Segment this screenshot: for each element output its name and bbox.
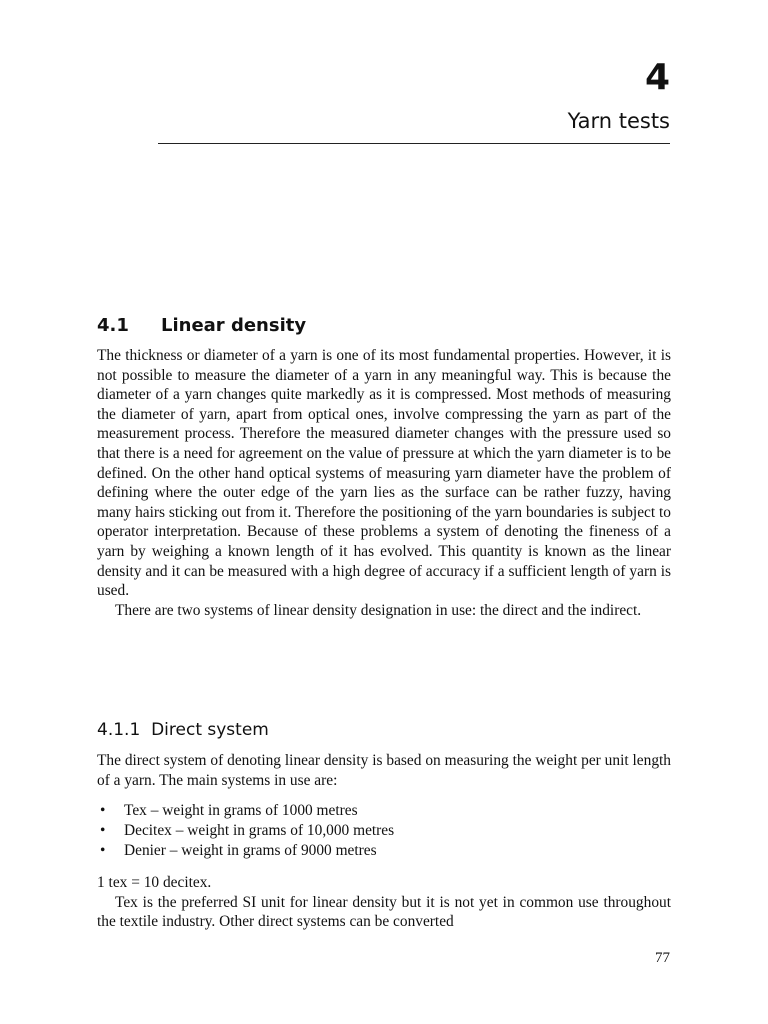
bullet-icon: • [100, 822, 106, 839]
section-title: Linear density [161, 315, 307, 336]
subsection-intro-block [97, 751, 671, 790]
page-number: 77 [655, 950, 670, 966]
paragraph-tex-note: Tex is the preferred SI unit for linear density but it is not yet in common use throughout the textile industry. Other direct systems can be converted [97, 893, 671, 931]
list-item: • Decitex – weight in grams of 10,000 metres [100, 822, 395, 839]
section-body [97, 346, 671, 620]
list-item: • Tex – weight in grams of 1000 metres [100, 802, 358, 819]
subsection-number: 4.1.1 [97, 720, 141, 740]
unit-list [97, 801, 671, 861]
section-number: 4.1 [97, 315, 129, 336]
subsection-body [97, 873, 671, 932]
paragraph-direct-intro: The direct system of denoting linear density is based on measuring the weight per unit length of a yarn. The main systems in use are: [97, 752, 671, 789]
chapter-title: Yarn tests [567, 109, 670, 133]
paragraph-systems: There are two systems of linear density designation in use: the direct and the indirect. [115, 601, 642, 619]
list-item: • Denier – weight in grams of 9000 metres [100, 842, 377, 859]
subsection-title: Direct system [151, 720, 269, 740]
bullet-icon: • [100, 802, 106, 819]
bullet-icon: • [100, 842, 106, 859]
subsection-heading [97, 719, 269, 741]
chapter-divider [158, 143, 670, 144]
paragraph-equivalence: 1 tex = 10 decitex. [97, 874, 212, 891]
section-heading [97, 314, 306, 338]
chapter-number: 4 [644, 57, 670, 98]
paragraph-intro: The thickness or diameter of a yarn is one of its most fundamental properties. However, it is not possible to measure the diameter of a yarn in any meaningful way. This is because the diameter of a yarn changes quite markedly as it is compressed. Most methods of measuring the diameter of yarn, apart from optical ones, involve compressing the yarn as part of the measurement process. Therefore the measured diameter changes with the pressure used so that there is a need for agreement on the value of pressure at which the yarn diameter is to be defined. On the other hand optical systems of measuring yarn diameter have the problem of defining where the outer edge of the yarn lies as the surface can be rather fuzzy, having many hairs sticking out from it. Therefore the positioning of the yarn boundaries is subject to operator interpretation. Because of these problems a system of denoting the fineness of a yarn by weighing a known length of it has evolved. This quantity is known as the linear density and it can be measured with a high degree of accuracy if a sufficient length of yarn is used. [97, 347, 671, 600]
